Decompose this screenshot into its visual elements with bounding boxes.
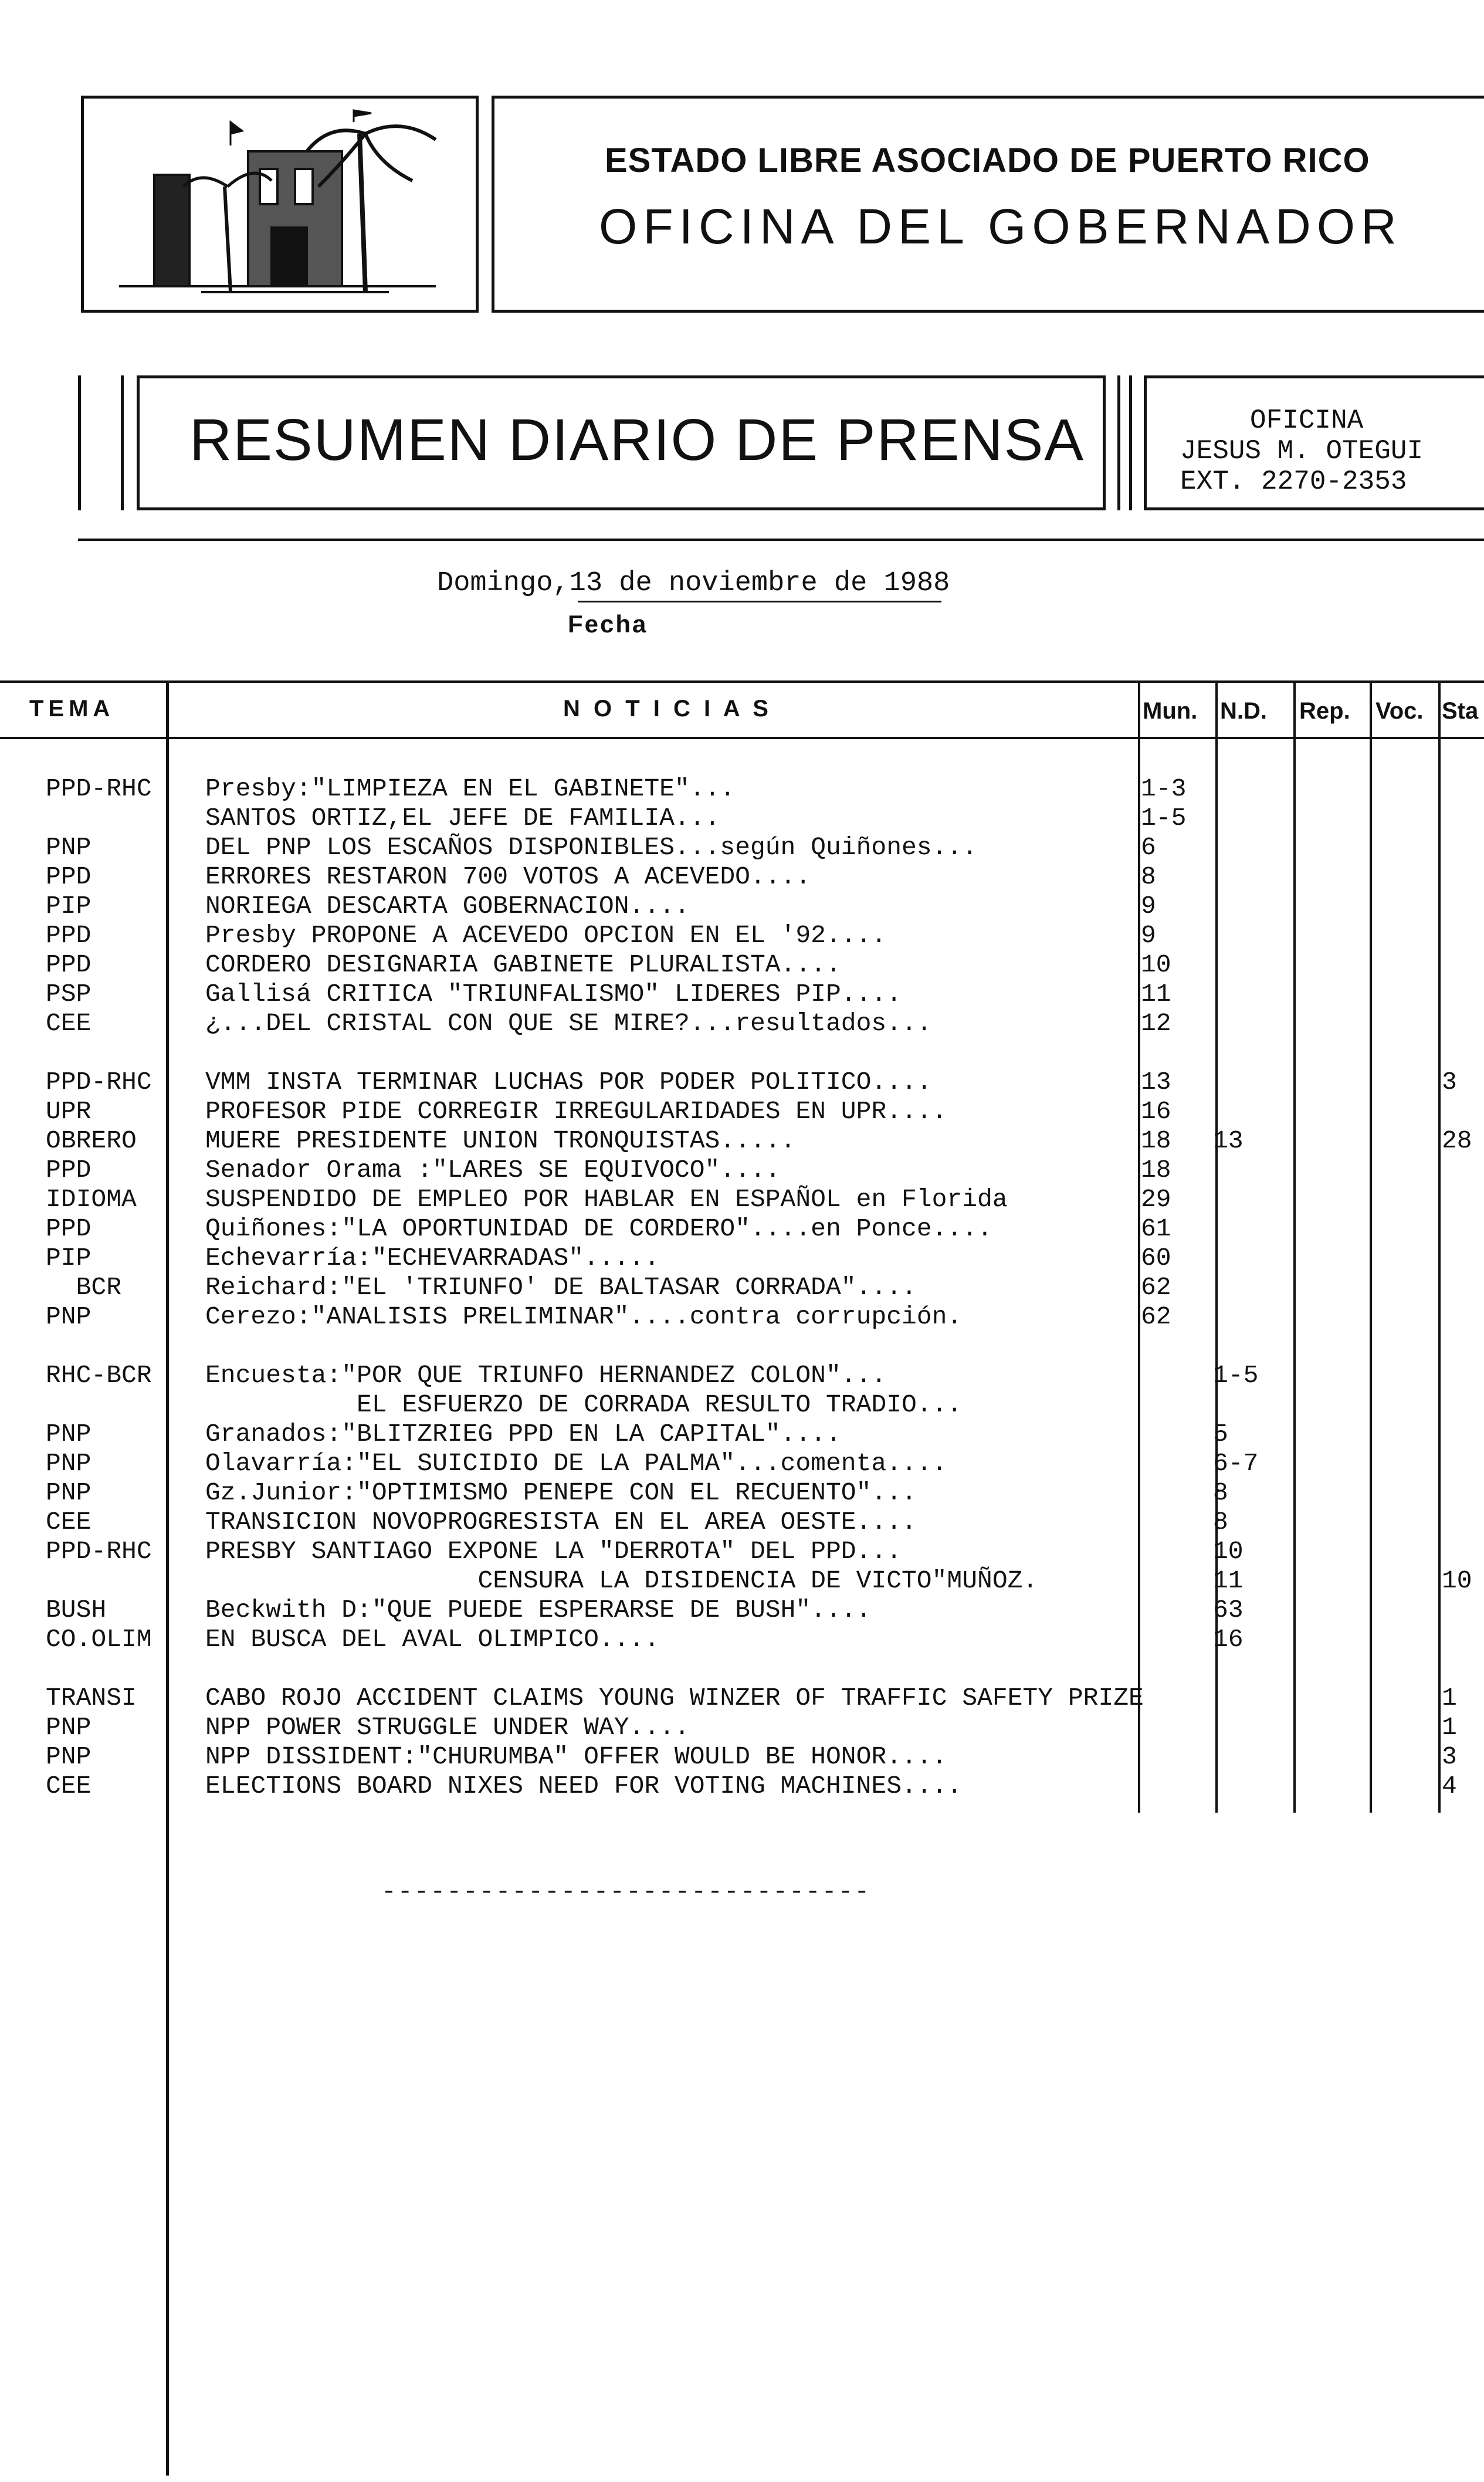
nd-cell: 8 [1213, 1478, 1228, 1507]
tema-cell: PPD [46, 1214, 92, 1243]
nd-cell: 1-5 [1213, 1361, 1259, 1390]
noticia-cell: Beckwith D:"QUE PUEDE ESPERARSE DE BUSH".... [205, 1596, 872, 1624]
noticia-cell: TRANSICION NOVOPROGRESISTA EN EL AREA OESTE.... [205, 1508, 917, 1536]
tema-cell: PIP [46, 892, 92, 920]
header-title-box [492, 96, 1484, 313]
table-row [0, 1684, 1484, 1713]
table-row [0, 950, 1484, 980]
table-row [0, 980, 1484, 1009]
mun-cell: 13 [1141, 1068, 1171, 1096]
tema-cell: IDIOMA [46, 1185, 137, 1214]
noticia-cell: Senador Orama :"LARES SE EQUIVOCO".... [205, 1156, 781, 1184]
table-row [0, 862, 1484, 892]
oficina-line-2: JESUS M. OTEGUI [1180, 436, 1424, 466]
table-row [0, 1214, 1484, 1244]
table-row [0, 1625, 1484, 1654]
noticia-cell: Presby:"LIMPIEZA EN EL GABINETE"... [205, 774, 736, 803]
mun-cell: 18 [1141, 1126, 1171, 1155]
table-row [0, 1068, 1484, 1097]
noticia-cell: Olavarría:"EL SUICIDIO DE LA PALMA"...comenta.... [205, 1449, 947, 1478]
noticia-cell: Echevarría:"ECHEVARRADAS"..... [205, 1244, 660, 1272]
mun-cell: 18 [1141, 1156, 1171, 1184]
mun-cell: 11 [1141, 980, 1171, 1008]
tema-cell: BCR [46, 1273, 122, 1302]
tema-cell: UPR [46, 1097, 92, 1126]
table-row [0, 1449, 1484, 1478]
mun-cell: 29 [1141, 1185, 1171, 1214]
noticia-cell: Cerezo:"ANALISIS PRELIMINAR"....contra corrupción. [205, 1302, 963, 1331]
sta-cell: 3 [1442, 1742, 1457, 1771]
page-title: RESUMEN DIARIO DE PRENSA [189, 407, 1085, 473]
table-header-rule [0, 737, 1484, 739]
noticia-cell: ¿...DEL CRISTAL CON QUE SE MIRE?...resultados... [205, 1009, 932, 1038]
table-row [0, 892, 1484, 921]
column-header-sta: Sta [1442, 698, 1479, 724]
mun-cell: 60 [1141, 1244, 1171, 1272]
tema-cell: PPD [46, 1156, 92, 1184]
table-row [0, 921, 1484, 950]
tema-cell: OBRERO [46, 1126, 137, 1155]
table-row [0, 1390, 1484, 1420]
noticia-cell: EL ESFUERZO DE CORRADA RESULTO TRADIO... [205, 1390, 963, 1419]
date-value: Domingo,13 de noviembre de 1988 [437, 568, 950, 599]
noticia-cell: CABO ROJO ACCIDENT CLAIMS YOUNG WINZER OF TRAFFIC SAFETY PRIZE [205, 1684, 1144, 1712]
tema-cell: PPD [46, 862, 92, 891]
oficina-line-3: EXT. 2270-2353 [1180, 466, 1407, 497]
banner-rule [1129, 375, 1132, 510]
noticia-cell: Quiñones:"LA OPORTUNIDAD DE CORDERO"....en Ponce.... [205, 1214, 992, 1243]
tema-cell: PNP [46, 1478, 92, 1507]
oficina-line-1: OFICINA [1250, 405, 1364, 436]
tema-cell: PPD-RHC [46, 1068, 152, 1096]
fortaleza-seal-icon [84, 99, 476, 310]
noticia-cell: CENSURA LA DISIDENCIA DE VICTO"MUÑOZ. [205, 1566, 1038, 1595]
tema-cell: PNP [46, 833, 92, 862]
noticia-cell: NORIEGA DESCARTA GOBERNACION.... [205, 892, 690, 920]
tema-cell: BUSH [46, 1596, 107, 1624]
resumen-banner [137, 375, 1106, 510]
noticia-cell: SUSPENDIDO DE EMPLEO POR HABLAR EN ESPAÑOL en Florida [205, 1185, 1008, 1214]
header-line2: OFICINA DEL GOBERNADOR [599, 199, 1402, 254]
mun-cell: 62 [1141, 1273, 1171, 1302]
sta-cell: 3 [1442, 1068, 1457, 1096]
table-top-rule [0, 680, 1484, 683]
tema-cell: PNP [46, 1713, 92, 1742]
mun-cell: 61 [1141, 1214, 1171, 1243]
noticia-cell: VMM INSTA TERMINAR LUCHAS POR PODER POLITICO.... [205, 1068, 932, 1096]
noticia-cell: Reichard:"EL 'TRIUNFO' DE BALTASAR CORRADA".... [205, 1273, 917, 1302]
table-row [0, 1742, 1484, 1772]
mun-cell: 9 [1141, 921, 1156, 950]
tema-cell: CEE [46, 1508, 92, 1536]
table-row [0, 1772, 1484, 1801]
mun-cell: 1-3 [1141, 774, 1187, 803]
tema-cell: PNP [46, 1742, 92, 1771]
sta-cell: 1 [1442, 1713, 1457, 1742]
banner-rule [121, 375, 124, 510]
column-header-mun: Mun. [1143, 698, 1198, 724]
date-underline [578, 601, 941, 602]
noticia-cell: PRESBY SANTIAGO EXPONE LA "DERROTA" DEL PPD... [205, 1537, 902, 1566]
mun-cell: 62 [1141, 1302, 1171, 1331]
table-row [0, 1537, 1484, 1566]
table-row [0, 1566, 1484, 1596]
tema-cell: PIP [46, 1244, 92, 1272]
noticia-cell: EN BUSCA DEL AVAL OLIMPICO.... [205, 1625, 660, 1654]
table-row [0, 1420, 1484, 1449]
noticia-cell: DEL PNP LOS ESCAÑOS DISPONIBLES...según Quiñones... [205, 833, 978, 862]
tema-cell: PPD-RHC [46, 774, 152, 803]
table-row [0, 1097, 1484, 1126]
nd-cell: 11 [1213, 1566, 1244, 1595]
banner-rule [78, 375, 81, 510]
column-header-rep: Rep. [1299, 698, 1350, 724]
separator-line [78, 539, 1484, 541]
noticia-cell: Granados:"BLITZRIEG PPD EN LA CAPITAL".... [205, 1420, 841, 1448]
tema-cell: CEE [46, 1772, 92, 1800]
mun-cell: 6 [1141, 833, 1156, 862]
banner-rule [1117, 375, 1120, 510]
nd-cell: 13 [1213, 1126, 1244, 1155]
noticia-cell: Gallisá CRITICA "TRIUNFALISMO" LIDERES PIP.... [205, 980, 902, 1008]
table-row [0, 833, 1484, 862]
sta-cell: 28 [1442, 1126, 1472, 1155]
noticia-cell: SANTOS ORTIZ,EL JEFE DE FAMILIA... [205, 804, 720, 832]
noticia-cell: MUERE PRESIDENTE UNION TRONQUISTAS..... [205, 1126, 796, 1155]
header-line1: ESTADO LIBRE ASOCIADO DE PUERTO RICO [605, 141, 1370, 180]
tema-cell: PPD-RHC [46, 1537, 152, 1566]
table-row [0, 1478, 1484, 1508]
table-row [0, 1244, 1484, 1273]
noticia-cell: NPP POWER STRUGGLE UNDER WAY.... [205, 1713, 690, 1742]
sta-cell: 1 [1442, 1684, 1457, 1712]
column-header-nd: N.D. [1220, 698, 1267, 724]
noticia-cell: ELECTIONS BOARD NIXES NEED FOR VOTING MACHINES.... [205, 1772, 963, 1800]
nd-cell: 6-7 [1213, 1449, 1259, 1478]
tema-cell: PNP [46, 1449, 92, 1478]
tema-cell: PPD [46, 950, 92, 979]
oficina-box [1144, 375, 1484, 510]
noticia-cell: Presby PROPONE A ACEVEDO OPCION EN EL '92.... [205, 921, 887, 950]
table-row [0, 1361, 1484, 1390]
table-row [0, 1126, 1484, 1156]
tema-cell: CEE [46, 1009, 92, 1038]
table-row [0, 1156, 1484, 1185]
table-row [0, 1596, 1484, 1625]
nd-cell: 8 [1213, 1508, 1228, 1536]
noticia-cell: PROFESOR PIDE CORREGIR IRREGULARIDADES EN UPR.... [205, 1097, 947, 1126]
noticia-cell: CORDERO DESIGNARIA GABINETE PLURALISTA.... [205, 950, 841, 979]
noticia-cell: ERRORES RESTARON 700 VOTOS A ACEVEDO.... [205, 862, 811, 891]
mun-cell: 12 [1141, 1009, 1171, 1038]
table-row [0, 804, 1484, 833]
table-row [0, 1273, 1484, 1302]
noticia-cell: Encuesta:"POR QUE TRIUNFO HERNANDEZ COLON"... [205, 1361, 887, 1390]
nd-cell: 63 [1213, 1596, 1244, 1624]
tema-cell: CO.OLIM [46, 1625, 152, 1654]
tema-cell: PNP [46, 1302, 92, 1331]
noticia-cell: NPP DISSIDENT:"CHURUMBA" OFFER WOULD BE HONOR.... [205, 1742, 947, 1771]
column-header-tema: TEMA [29, 696, 115, 722]
tema-cell: RHC-BCR [46, 1361, 152, 1390]
seal-box [81, 96, 479, 313]
mun-cell: 8 [1141, 862, 1156, 891]
nd-cell: 16 [1213, 1625, 1244, 1654]
mun-cell: 10 [1141, 950, 1171, 979]
noticia-cell: Gz.Junior:"OPTIMISMO PENEPE CON EL RECUENTO"... [205, 1478, 917, 1507]
sta-cell: 10 [1442, 1566, 1472, 1595]
table-row [0, 1508, 1484, 1537]
tema-cell: PPD [46, 921, 92, 950]
table-row [0, 1009, 1484, 1038]
closing-rule: ------------------------------ [381, 1877, 871, 1906]
date-label: Fecha [568, 610, 648, 638]
tema-cell: PSP [46, 980, 92, 1008]
sta-cell: 4 [1442, 1772, 1457, 1800]
column-header-voc: Voc. [1375, 698, 1424, 724]
column-header-noticias: N O T I C I A S [563, 696, 772, 722]
table-row [0, 1302, 1484, 1332]
table-row [0, 1185, 1484, 1214]
tema-cell: TRANSI [46, 1684, 137, 1712]
table-row [0, 1713, 1484, 1742]
mun-cell: 9 [1141, 892, 1156, 920]
tema-cell: PNP [46, 1420, 92, 1448]
nd-cell: 10 [1213, 1537, 1244, 1566]
mun-cell: 16 [1141, 1097, 1171, 1126]
table-row [0, 774, 1484, 804]
nd-cell: 5 [1213, 1420, 1228, 1448]
mun-cell: 1-5 [1141, 804, 1187, 832]
